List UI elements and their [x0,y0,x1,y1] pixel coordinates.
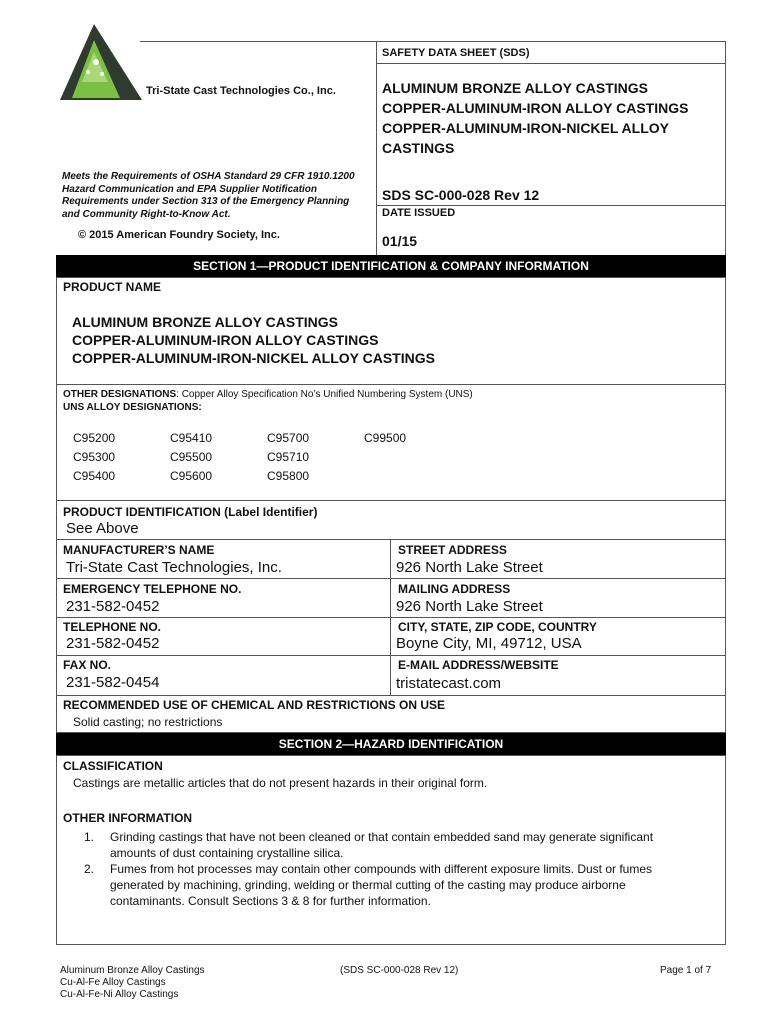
manufacturer-value: Tri-State Cast Technologies, Inc. [66,559,282,576]
other-designations-text: : Copper Alloy Specification No’s Unified Numbering System (UNS) [176,389,473,400]
header-title-line: COPPER-ALUMINUM-IRON-NICKEL ALLOY [382,120,669,136]
row-line [56,655,726,656]
uns-column-3 [267,429,309,486]
header-row-line [376,205,726,206]
telephone-label: TELEPHONE NO. [63,620,162,634]
classification-value: Castings are metallic articles that do not present hazards in their original form. [73,776,488,790]
row-line [56,617,726,618]
row-line [56,539,726,540]
footer-line: Cu-Al-Fe Alloy Castings [60,977,166,988]
header-top-line [376,41,726,42]
row-line [56,695,726,696]
product-id-value: See Above [66,520,139,537]
osha-requirements [62,171,355,221]
footer-left [60,965,205,1001]
list-item-line: amounts of dust containing crystalline silica. [110,846,344,860]
product-name-line: COPPER-ALUMINUM-IRON-NICKEL ALLOY CASTINGS [72,350,435,366]
requirements-line: and Community Right-to-Know Act. [62,208,231,220]
uns-code: C95500 [170,450,213,464]
list-item-text [110,861,652,909]
header-row-line [376,63,726,64]
header-right-border [725,41,726,255]
list-item-number: 1. [84,830,95,844]
list-item [84,861,714,909]
city-state-label: CITY, STATE, ZIP CODE, COUNTRY [398,620,597,634]
email-website-value: tristatecast.com [396,675,502,692]
row-line [56,500,726,501]
mailing-address-value: 926 North Lake Street [396,598,543,615]
product-name-line: COPPER-ALUMINUM-IRON ALLOY CASTINGS [72,332,379,348]
uns-column-4 [364,429,406,448]
footer-line: Cu-Al-Fe-Ni Alloy Castings [60,989,179,1000]
product-names [72,313,435,367]
other-designations [63,389,473,400]
company-name: Tri-State Cast Technologies Co., Inc. [146,85,336,97]
list-item-line: Grinding castings that have not been cleaned or that contain embedded sand may generate significant [110,830,654,844]
uns-column-2 [170,429,212,486]
uns-code: C95700 [267,431,310,445]
uns-code: C95300 [73,450,116,464]
row-line [56,384,726,385]
uns-label: UNS ALLOY DESIGNATIONS: [63,402,202,413]
list-item [84,829,714,861]
manufacturer-label: MANUFACTURER’S NAME [63,543,215,557]
uns-code: C95410 [170,431,213,445]
doc-type: SAFETY DATA SHEET (SDS) [382,47,530,59]
row-line [56,578,726,579]
sds-number: SDS SC-000-028 Rev 12 [382,187,540,203]
header-title-line: ALUMINUM BRONZE ALLOY CASTINGS [382,80,648,96]
requirements-line: Requirements under Section 313 of the Emergency Planning [62,196,350,207]
uns-code: C95200 [73,431,116,445]
date-issued-label: DATE ISSUED [382,207,456,219]
company-logo [58,22,144,102]
other-information-label: OTHER INFORMATION [63,811,193,825]
header-title-line: COPPER-ALUMINUM-IRON ALLOY CASTINGS [382,100,689,116]
copyright: © 2015 American Foundry Society, Inc. [78,229,280,241]
uns-code: C95710 [267,450,310,464]
emergency-phone-value: 231-582-0452 [66,598,160,615]
recommended-use-value: Solid casting; no restrictions [73,715,223,729]
recommended-use-label: RECOMMENDED USE OF CHEMICAL AND RESTRICTIONS ON USE [63,698,446,712]
section2-header: SECTION 2—HAZARD IDENTIFICATION [56,733,726,755]
street-address-label: STREET ADDRESS [398,543,507,557]
uns-code: C95800 [267,469,310,483]
date-issued-value: 01/15 [382,233,418,249]
section1-header: SECTION 1—PRODUCT IDENTIFICATION & COMPANY INFORMATION [56,255,726,277]
header-divider [376,41,377,255]
logo-divider [140,41,376,42]
emergency-phone-label: EMERGENCY TELEPHONE NO. [63,582,242,596]
uns-code: C95600 [170,469,213,483]
footer-page-number: Page 1 of 7 [660,965,712,976]
requirements-line: Hazard Communication and EPA Supplier Notification [62,183,318,195]
other-designations-label: OTHER DESIGNATIONS [63,389,177,400]
fax-label: FAX NO. [63,658,112,672]
fax-value: 231-582-0454 [66,674,160,691]
uns-code: C99500 [364,431,407,445]
list-item-text [110,829,653,861]
product-name-line: ALUMINUM BRONZE ALLOY CASTINGS [72,314,338,330]
city-state-value: Boyne City, MI, 49712, USA [396,635,582,652]
list-item-number: 2. [84,862,95,876]
uns-code: C95400 [73,469,116,483]
header-title-line: CASTINGS [382,140,455,156]
email-website-label: E-MAIL ADDRESS/WEBSITE [398,658,559,672]
list-item-line: contaminants. Consult Sections 3 & 8 for further information. [110,894,431,908]
requirements-line: Meets the Requirements of OSHA Standard 29 CFR 1910.1200 [62,171,355,182]
list-item-line: Fumes from hot processes may contain other compounds with different exposure limits. Dust or fumes [110,862,653,876]
telephone-value: 231-582-0452 [66,635,160,652]
classification-label: CLASSIFICATION [63,759,163,773]
mailing-address-label: MAILING ADDRESS [398,582,511,596]
product-id-label: PRODUCT IDENTIFICATION (Label Identifier) [63,505,318,519]
product-name-label: PRODUCT NAME [63,280,161,294]
uns-column-1 [73,429,115,486]
street-address-value: 926 North Lake Street [396,559,543,576]
header-titles [382,78,688,158]
footer-center: (SDS SC-000-028 Rev 12) [340,965,459,976]
footer-line: Aluminum Bronze Alloy Castings [60,965,205,976]
list-item-line: generated by machining, grinding, welding or thermal cutting of the casting may produce airborne [110,878,626,892]
